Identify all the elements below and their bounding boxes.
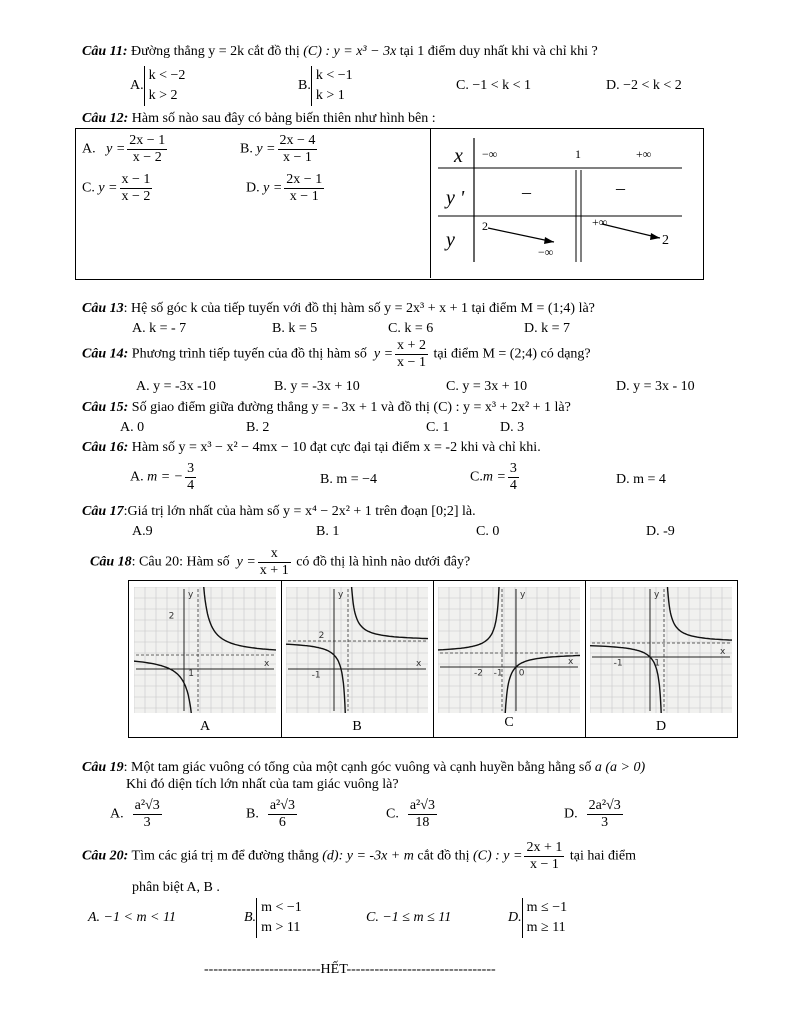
q12-table-minus-left: – (522, 182, 531, 202)
q18-label-b: B (352, 719, 362, 734)
q12-option-a: A. y = $\frac{2x - 1}{x - 2}$ (82, 133, 166, 165)
tick-label: 0 (518, 668, 525, 679)
q18-graph-table (128, 580, 738, 738)
q13-option-d: D. k = 7 (524, 321, 571, 336)
tick-label: 1 (188, 669, 194, 679)
q12-table-one: 1 (575, 147, 581, 161)
q12-option-b: B. y = $\frac{2x - 4}{x - 1}$ (240, 133, 316, 165)
q18-graph-c (438, 587, 580, 713)
q19-stem: Câu 19: Một tam giác vuông có tổng của một cạnh góc vuông và cạnh huyền bằng hằng số a (a > 0) (82, 760, 646, 775)
q11-option-a: A. k < −2 k > 2 (130, 66, 185, 106)
q19-option-a: A. $\frac{\text{a²√3}}{3}$ (110, 798, 160, 830)
q12-option-d: D. y = $\frac{2x - 1}{x - 1}$ (246, 172, 323, 204)
q18-stem: Câu 18: Câu 20: Hàm số y = $\frac{x}{x + 1}$ có đồ thị là hình nào dưới đây? (90, 546, 471, 578)
q20-option-c: C. −1 ≤ m ≤ 11 (366, 910, 452, 925)
q16-stem: Câu 16: Hàm số y = x³ − x² − 4mx − 10 đạt cực đại tại điểm x = -2 khi và chỉ khi. (82, 440, 541, 455)
q12-table-neginf: −∞ (482, 147, 498, 161)
x-axis-label: x (264, 659, 270, 669)
q17-option-b: B. 1 (316, 524, 340, 539)
q12-option-c: C. y = $\frac{x - 1}{x - 2}$ (82, 172, 151, 204)
q19-line2: Khi đó diện tích lớn nhất của tam giác vuông là? (126, 777, 399, 792)
y-axis-label: y (188, 590, 194, 600)
footer-end: -------------------------HẾT-------------------------------- (204, 962, 496, 977)
tick-label: -2 (474, 668, 483, 679)
q14-option-a: A. y = -3x -10 (136, 379, 216, 394)
q15-option-a: A. 0 (120, 420, 145, 435)
q15-stem: Câu 15: Số giao điểm giữa đường thẳng y = - 3x + 1 và đồ thị (C) : y = x³ + 2x² + 1 là? (82, 400, 571, 415)
q12-table-posinf: +∞ (636, 147, 652, 161)
q13-stem: Câu 13: Hệ số góc k của tiếp tuyến với đồ thị hàm số y = 2x³ + x + 1 tại điểm M = (1;4) là? (82, 301, 595, 316)
q12-table-minus-right: – (616, 178, 625, 198)
q12-box-divider (430, 128, 431, 278)
tick-label: -1 (493, 668, 503, 679)
tick-label: 2 (168, 611, 175, 622)
q15-option-b: B. 2 (246, 420, 270, 435)
q18-graph-a (134, 587, 276, 713)
tick-label: 2 (318, 631, 325, 642)
tick-label: 1 (654, 658, 660, 669)
q20-option-d: D. m ≤ −1 m ≥ 11 (508, 898, 567, 938)
x-axis-label: x (720, 647, 726, 657)
q20-option-a: A. −1 < m < 11 (88, 910, 176, 925)
q17-option-a: A.9 (132, 524, 153, 539)
q12-stem: Câu 12: Hàm số nào sau đây có bảng biến thiên như hình bên : (82, 111, 436, 126)
q12-table-posinf-2: +∞ (592, 215, 608, 229)
x-axis-label: x (568, 657, 574, 667)
q11-option-c: C. −1 < k < 1 (456, 78, 532, 93)
y-axis-label: y (654, 590, 660, 600)
q13-option-b: B. k = 5 (272, 321, 318, 336)
q12-arrow-1 (488, 228, 554, 242)
q14-stem: Câu 14: Phương trình tiếp tuyến của đồ thị hàm số y = $\frac{x + 2}{x - 1}$ tại điểm M = (2;4) có dạng? (82, 338, 591, 370)
q16-option-b: B. m = −4 (320, 472, 378, 487)
q18-graph-b (286, 587, 428, 713)
q14-option-c: C. y = 3x + 10 (446, 379, 528, 394)
q18-graph-d (590, 587, 732, 713)
q17-option-c: C. 0 (476, 524, 500, 539)
q12-table-neginf-2: −∞ (538, 245, 554, 259)
q15-option-c: C. 1 (426, 420, 450, 435)
q20-option-b: B. m < −1 m > 11 (244, 898, 302, 938)
y-axis-label: y (520, 590, 526, 600)
q18-label-c: C (504, 715, 514, 730)
q18-label-d: D (655, 719, 667, 734)
tick-label: -1 (613, 658, 623, 669)
q19-option-b: B. $\frac{\text{a²√3}}{6}$ (246, 798, 295, 830)
q12-table-yprime: y ' (446, 187, 465, 209)
q11-stem: Câu 11: Đường thẳng y = 2k cắt đồ thị (C) : y = x³ − 3x tại 1 điểm duy nhất khi và chỉ khi ? (82, 44, 598, 59)
q16-option-c: C.m = $\frac{3}{4}$ (470, 461, 517, 493)
q19-option-c: C. $\frac{\text{a²√3}}{18}$ (386, 798, 435, 830)
q17-stem: Câu 17:Giá trị lớn nhất của hàm số y = x⁴ − 2x² + 1 trên đoạn [0;2] là. (82, 504, 476, 519)
q19-option-d: D. $\frac{\text{2a²√3}}{3}$ (564, 798, 621, 830)
q13-option-a: A. k = - 7 (132, 321, 187, 336)
q13-option-c: C. k = 6 (388, 321, 434, 336)
q12-table-two-right: 2 (662, 233, 669, 248)
tick-label: -1 (311, 670, 321, 681)
q20-line2: phân biệt A, B . (132, 880, 220, 895)
q12-table-y: y (446, 229, 455, 251)
x-axis-label: x (416, 659, 422, 669)
q20-stem: Câu 20: Tìm các giá trị m để đường thẳng (d): y = -3x + m cắt đồ thị (C) : y = $\frac{2x + 1}{x - 1}$ tại hai điểm (82, 840, 636, 872)
q12-table-two-left: 2 (482, 219, 488, 233)
q11-option-d: D. −2 < k < 2 (606, 78, 682, 93)
q16-option-a: A. m = − $\frac{3}{4}$ (130, 461, 195, 493)
q14-option-d: D. y = 3x - 10 (616, 379, 695, 394)
q12-table-x: x (454, 145, 463, 167)
q12-variation-table (432, 130, 700, 276)
q17-option-d: D. -9 (646, 524, 675, 539)
y-axis-label: y (338, 590, 344, 600)
q11-option-b: B. k < −1 k > 1 (298, 66, 353, 106)
q16-option-d: D. m = 4 (616, 472, 666, 487)
q18-label-a: A (199, 719, 211, 734)
q14-option-b: B. y = -3x + 10 (274, 379, 360, 394)
q15-option-d: D. 3 (500, 420, 525, 435)
